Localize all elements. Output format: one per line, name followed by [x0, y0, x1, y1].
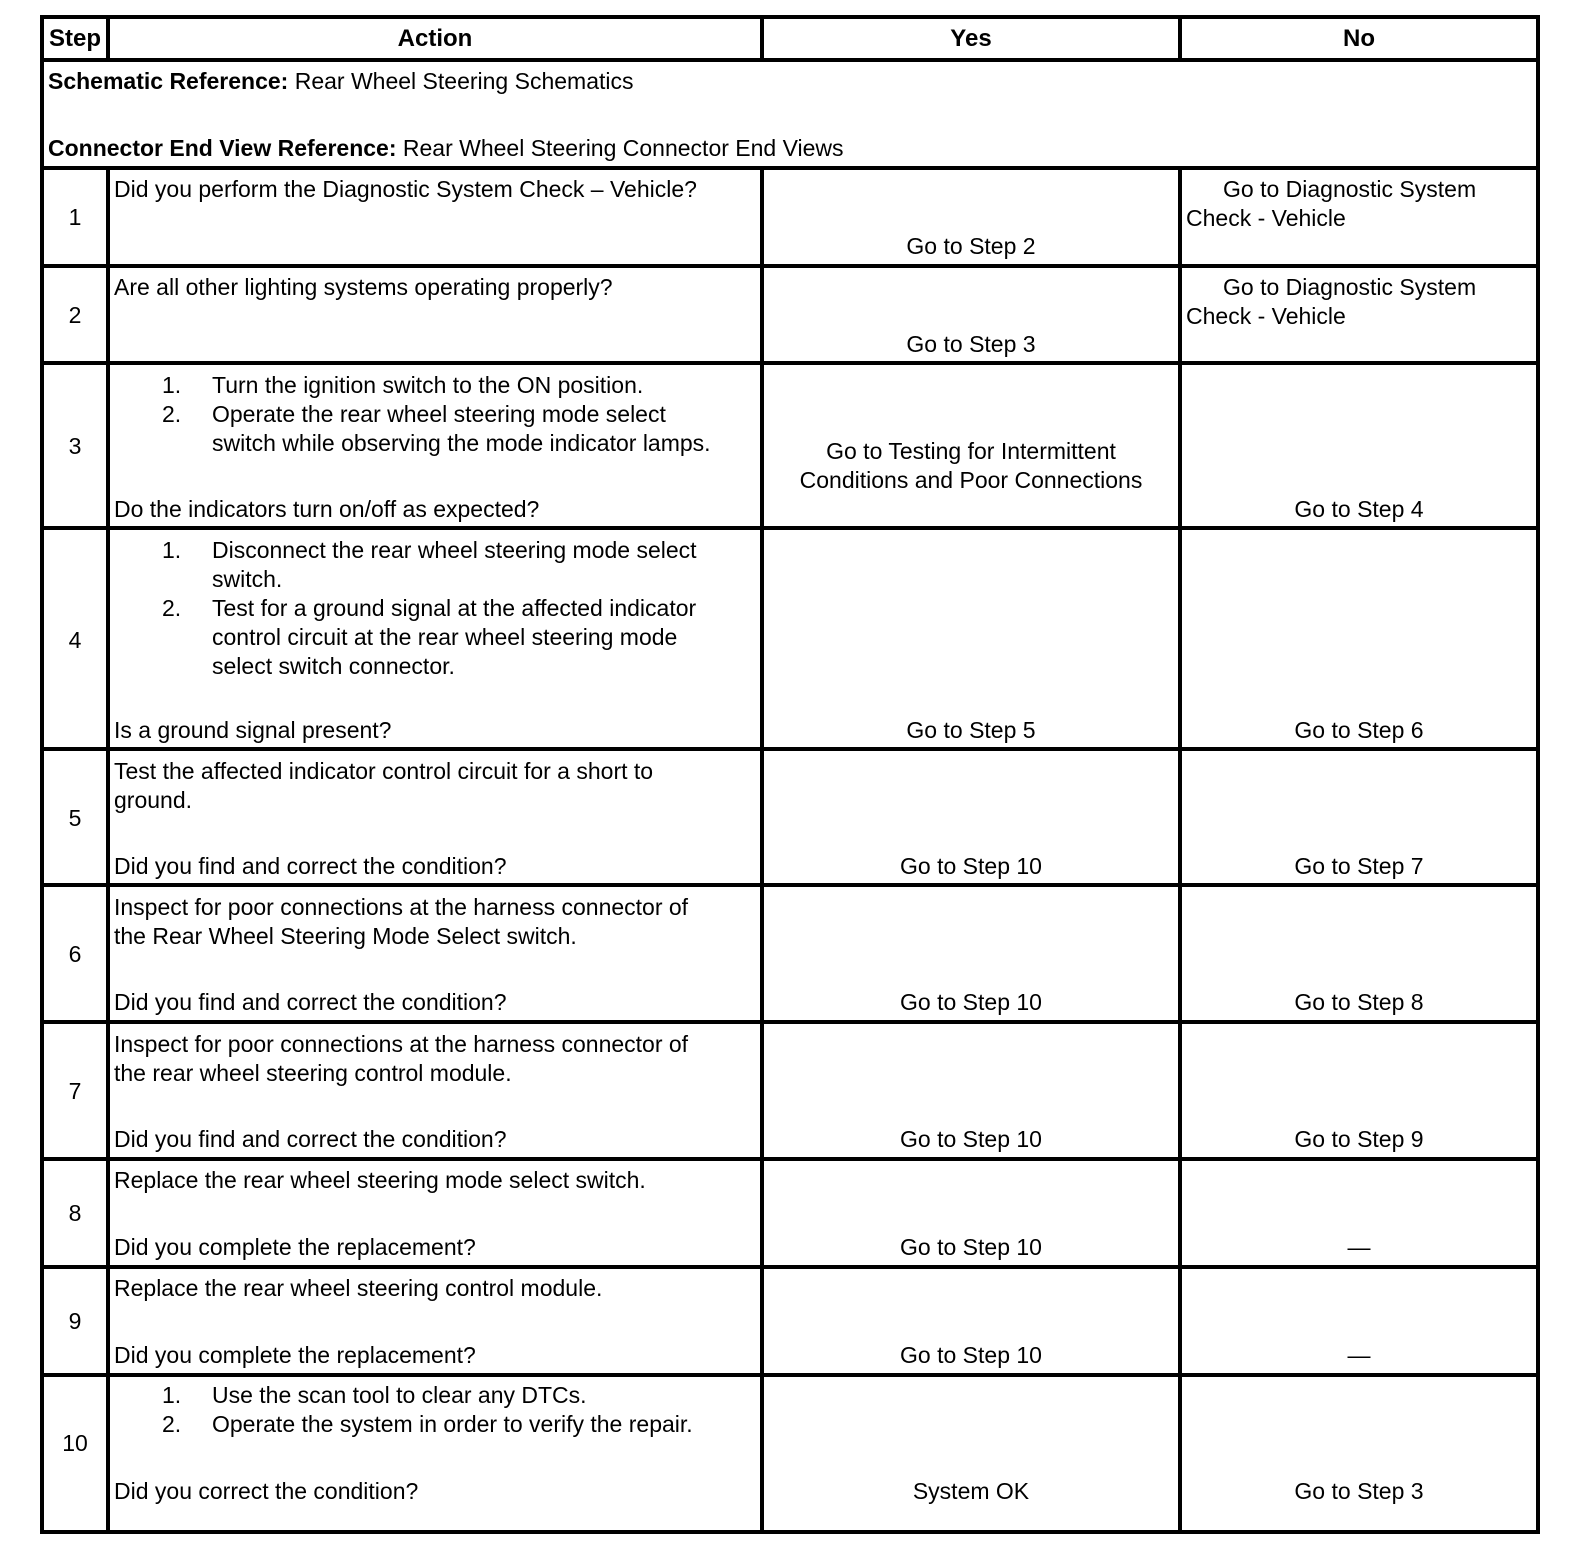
sub-step-text: Turn the ignition switch to the ON position.: [212, 372, 644, 398]
step-number: 5: [68, 805, 82, 831]
row-divider: [44, 1373, 1536, 1377]
action-question: Is a ground signal present?: [114, 717, 392, 743]
sub-step-text: select switch connector.: [212, 653, 455, 679]
step-number: 1: [68, 204, 82, 230]
header-divider: [44, 58, 1536, 62]
yes-link[interactable]: Go to Step 10: [900, 1342, 1042, 1368]
connector-reference-link[interactable]: Rear Wheel Steering Connector End Views: [402, 135, 844, 161]
step-number: 2: [68, 302, 82, 328]
action-text: Did you perform the Diagnostic System Check – Vehicle?: [114, 176, 697, 202]
yes-link[interactable]: Go to Step 10: [900, 1234, 1042, 1260]
row-divider: [44, 264, 1536, 268]
no-link: —: [1347, 1234, 1371, 1260]
sub-step-text: Operate the rear wheel steering mode select: [212, 401, 666, 427]
step-number: 4: [68, 627, 82, 653]
header-action: Action: [110, 19, 760, 62]
action-question: Do the indicators turn on/off as expected?: [114, 496, 540, 522]
action-question: Did you complete the replacement?: [114, 1342, 476, 1368]
sub-step: [114, 1410, 693, 1439]
sub-step: [114, 536, 697, 594]
sub-step-number: 2.: [162, 595, 182, 621]
action-question: Did you complete the replacement?: [114, 1234, 476, 1260]
grid-line: [1178, 19, 1182, 62]
sub-step: [114, 594, 697, 681]
row-divider: [44, 1020, 1536, 1024]
no-link[interactable]: Go to Step 3: [1294, 1478, 1424, 1504]
step-number: 3: [68, 433, 82, 459]
sub-step-text: Test for a ground signal at the affected indicator: [212, 595, 697, 621]
yes-link[interactable]: Go to Step 10: [900, 989, 1042, 1015]
grid-line: [106, 170, 110, 1534]
no-link-line: Go to Diagnostic System: [1223, 176, 1477, 202]
step-number: 9: [68, 1308, 82, 1334]
header-no: No: [1182, 19, 1536, 62]
no-link[interactable]: Go to Step 6: [1294, 717, 1424, 743]
row-divider: [44, 1157, 1536, 1161]
diagnostic-table: [40, 15, 1540, 1534]
action-text-line: the Rear Wheel Steering Mode Select switch.: [114, 923, 577, 949]
action-text-line: ground.: [114, 787, 193, 813]
action-text-line: Inspect for poor connections at the harness connector of: [114, 1031, 689, 1057]
schematic-reference-link[interactable]: Rear Wheel Steering Schematics: [294, 68, 634, 94]
action-question: Did you correct the condition?: [114, 1478, 419, 1504]
yes-link-line: Go to Testing for Intermittent: [826, 438, 1116, 464]
no-link-line: Check - Vehicle: [1186, 205, 1346, 231]
action-text: Replace the rear wheel steering mode select switch.: [114, 1167, 646, 1193]
step-number: 8: [68, 1200, 82, 1226]
yes-link[interactable]: Go to Step 10: [900, 853, 1042, 879]
action-text: [114, 1030, 688, 1088]
no-link[interactable]: Go to Step 4: [1294, 496, 1424, 522]
sub-step-text: control circuit at the rear wheel steering mode: [212, 624, 678, 650]
action-steps: [114, 536, 697, 681]
row-divider: [44, 747, 1536, 751]
action-text: Are all other lighting systems operating properly?: [114, 274, 613, 300]
no-link: —: [1347, 1342, 1371, 1368]
sub-step: [114, 400, 711, 458]
sub-step-text: Disconnect the rear wheel steering mode select: [212, 537, 697, 563]
step-number: 10: [62, 1430, 88, 1456]
connector-reference-label: Connector End View Reference:: [48, 135, 397, 161]
action-steps: [114, 371, 711, 458]
sub-step-text: switch while observing the mode indicator lamps.: [212, 430, 711, 456]
row-divider: [44, 1265, 1536, 1269]
no-link[interactable]: Go to Step 7: [1294, 853, 1424, 879]
sub-step-text: Operate the system in order to verify the repair.: [212, 1411, 693, 1437]
action-text: Replace the rear wheel steering control module.: [114, 1275, 603, 1301]
no-link[interactable]: [1186, 175, 1476, 233]
sub-step-text: Use the scan tool to clear any DTCs.: [212, 1382, 587, 1408]
yes-link[interactable]: Go to Step 5: [906, 717, 1036, 743]
row-divider: [44, 166, 1536, 170]
grid-line: [760, 19, 764, 62]
action-text: [114, 893, 688, 951]
action-question: Did you find and correct the condition?: [114, 1126, 507, 1152]
sub-step-number: 1.: [162, 537, 182, 563]
yes-link[interactable]: [764, 437, 1178, 495]
yes-link[interactable]: Go to Step 3: [906, 331, 1036, 357]
no-link[interactable]: Go to Step 9: [1294, 1126, 1424, 1152]
sub-step: [114, 1381, 693, 1410]
grid-line: [106, 19, 110, 62]
schematic-reference: [48, 67, 634, 96]
header-step: Step: [44, 19, 106, 62]
row-divider: [44, 883, 1536, 887]
schematic-reference-label: Schematic Reference:: [48, 68, 289, 94]
yes-link[interactable]: Go to Step 2: [906, 233, 1036, 259]
header-yes: Yes: [764, 19, 1178, 62]
no-link-line: Check - Vehicle: [1186, 303, 1346, 329]
yes-link-line: Conditions and Poor Connections: [799, 467, 1143, 493]
action-question: Did you find and correct the condition?: [114, 989, 507, 1015]
sub-step-number: 1.: [162, 1382, 182, 1408]
action-text-line: the rear wheel steering control module.: [114, 1060, 512, 1086]
sub-step-number: 2.: [162, 1411, 182, 1437]
no-link[interactable]: [1186, 273, 1476, 331]
step-number: 7: [68, 1078, 82, 1104]
connector-reference: [48, 134, 844, 163]
yes-link[interactable]: System OK: [912, 1478, 1030, 1504]
action-text-line: Inspect for poor connections at the harness connector of: [114, 894, 689, 920]
sub-step-text: switch.: [212, 566, 283, 592]
sub-step-number: 1.: [162, 372, 182, 398]
action-steps: [114, 1381, 693, 1439]
row-divider: [44, 526, 1536, 530]
action-question: Did you find and correct the condition?: [114, 853, 507, 879]
no-link[interactable]: Go to Step 8: [1294, 989, 1424, 1015]
sub-step: [114, 371, 711, 400]
action-text: [114, 757, 653, 815]
yes-link[interactable]: Go to Step 10: [900, 1126, 1042, 1152]
sub-step-number: 2.: [162, 401, 182, 427]
row-divider: [44, 361, 1536, 365]
step-number: 6: [68, 941, 82, 967]
no-link-line: Go to Diagnostic System: [1223, 274, 1477, 300]
action-text-line: Test the affected indicator control circuit for a short to: [114, 758, 654, 784]
